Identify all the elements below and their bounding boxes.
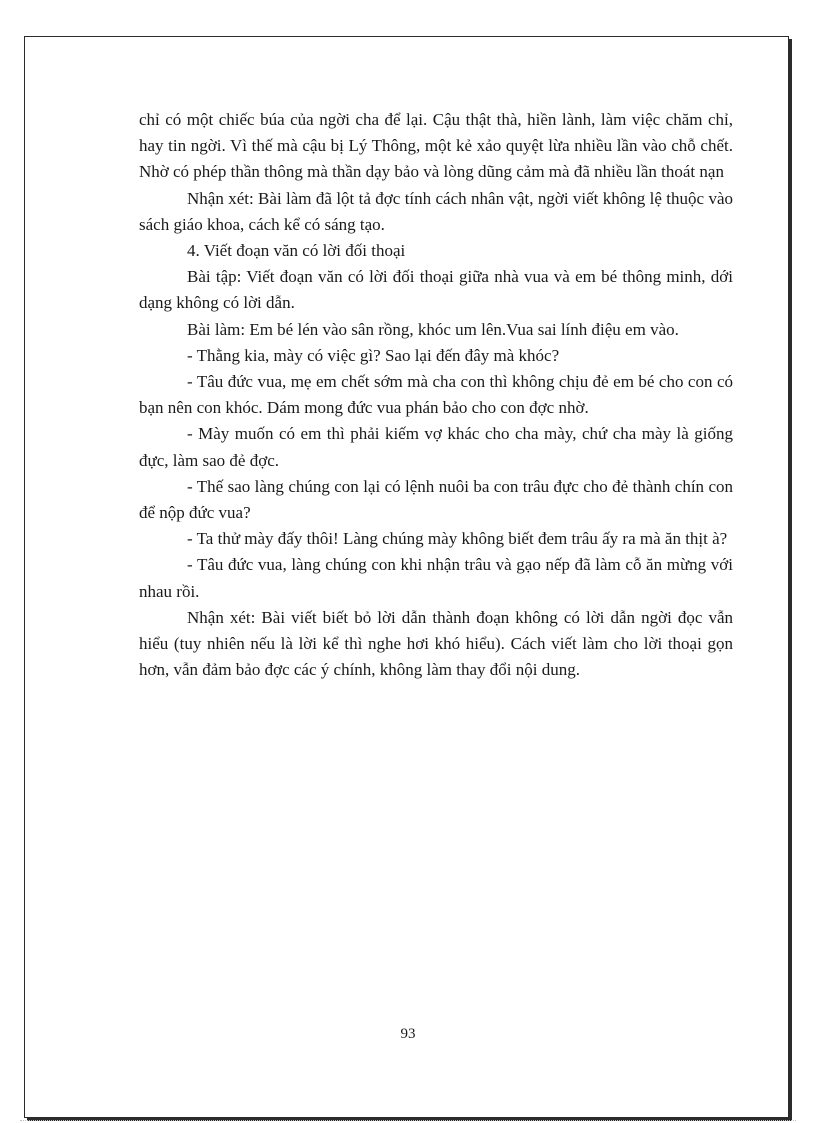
dialogue-line: - Thế sao làng chúng con lại có lệnh nuôi ba con trâu đực cho đẻ thành chín con để nộp đức vua? [139,476,733,523]
dialogue-line: - Ta thử mày đấy thôi! Làng chúng mày không biết đem trâu ấy ra mà ăn thịt à? [187,529,728,549]
paragraph: Nhận xét: Bài viết biết bỏ lời dẫn thành đoạn không có lời dẫn ngời đọc vẫn hiểu (tuy nhiên nếu là lời kể thì nghe hơi khó hiểu). Cách viết làm cho lời thoại gọn hơn, vẫn đảm bảo đợc các ý chính, không làm thay đổi nội dung. [139,607,733,680]
dialogue-line: - Tâu đức vua, làng chúng con khi nhận trâu và gạo nếp đã làm cỗ ăn mừng với nhau rồi. [139,555,733,601]
page-number: 93 [400,1026,416,1042]
section-heading: 4. Viết đoạn văn có lời đối thoại [187,241,406,261]
paragraph: chỉ có một chiếc búa của ngời cha để lại. Cậu thật thà, hiền lành, làm việc chăm chỉ, hay tin ngời. Vì thế mà cậu bị Lý Thông, một kẻ xảo quyệt lừa nhiều lần vào chỗ chết. Nhờ có phép thần thông mà thần dạy bảo và lòng dũng cảm mà đã nhiều lần thoát nạn [139,110,733,182]
page-bottom-divider [20,1120,796,1121]
dialogue-line: - Tâu đức vua, mẹ em chết sớm mà cha con thì không chịu đẻ em bé cho con có bạn nên con khóc. Dám mong đức vua phán bảo cho con đợc nhờ. [139,372,733,418]
paragraph: Nhận xét: Bài làm đã lột tả đợc tính cách nhân vật, ngời viết không lệ thuộc vào sách giáo khoa, cách kể có sáng tạo. [139,188,733,234]
dialogue-line: - Mày muốn có em thì phải kiếm vợ khác cho cha mày, chứ cha mày là giống đực, làm sao đẻ đợc. [139,424,733,470]
document-body [139,107,733,683]
paragraph: Bài tập: Viết đoạn văn có lời đối thoại giữa nhà vua và em bé thông minh, dới dạng không có lời dẫn. [139,267,733,313]
dialogue-line: - Thằng kia, mày có việc gì? Sao lại đến đây mà khóc? [187,345,560,365]
paragraph: Bài làm: Em bé lén vào sân rồng, khóc um lên.Vua sai lính điệu em vào. [187,319,679,339]
